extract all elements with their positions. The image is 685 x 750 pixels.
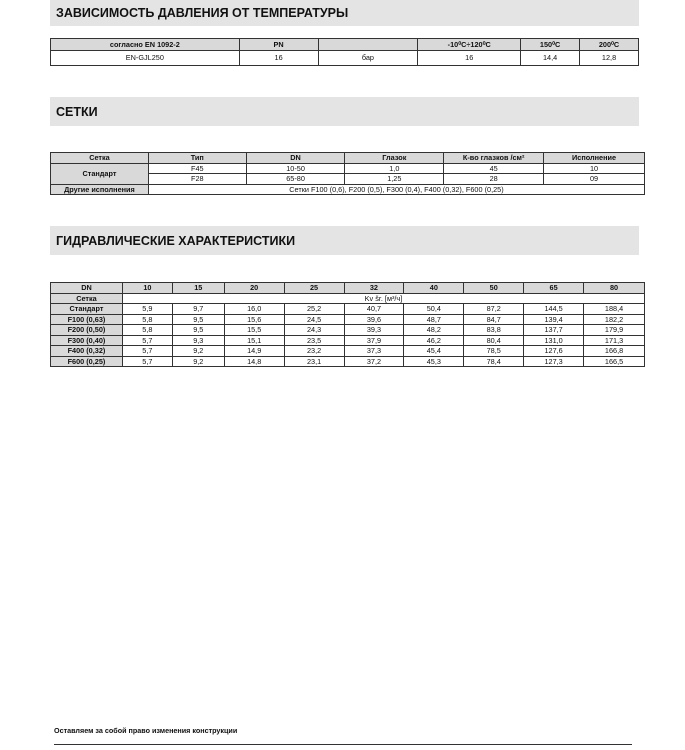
hydraulic-kv-label: Kv šr. [м³/ч] bbox=[122, 293, 644, 304]
hydraulic-kv-cell: 37,3 bbox=[344, 346, 404, 357]
mesh-cell: 1,25 bbox=[345, 174, 444, 185]
pressure-cell-t1: 16 bbox=[418, 51, 521, 66]
hydraulic-kv-cell: 127,6 bbox=[524, 346, 584, 357]
hydraulic-dn-value: 20 bbox=[224, 283, 284, 294]
hydraulic-section-title-text: ГИДРАВЛИЧЕСКИЕ ХАРАКТЕРИСТИКИ bbox=[56, 233, 296, 248]
mesh-header-mesh: Сетка bbox=[51, 153, 149, 164]
hydraulic-dn-value: 25 bbox=[284, 283, 344, 294]
hydraulic-dn-row bbox=[51, 283, 645, 294]
hydraulic-kv-cell: 87,2 bbox=[464, 304, 524, 315]
hydraulic-kv-row bbox=[51, 293, 645, 304]
hydraulic-dn-value: 65 bbox=[524, 283, 584, 294]
hydraulic-kv-cell: 9,5 bbox=[172, 314, 224, 325]
hydraulic-kv-cell: 39,3 bbox=[344, 325, 404, 336]
hydraulic-kv-cell: 166,8 bbox=[584, 346, 645, 357]
mesh-header-dn: DN bbox=[246, 153, 345, 164]
hydraulic-dn-value: 40 bbox=[404, 283, 464, 294]
pressure-cell-t3: 12,8 bbox=[580, 51, 639, 66]
pressure-cell-pn: 16 bbox=[239, 51, 318, 66]
hydraulic-table-row bbox=[51, 335, 645, 346]
hydraulic-kv-cell: 166,5 bbox=[584, 356, 645, 367]
hydraulic-table-row bbox=[51, 325, 645, 336]
hydraulic-table-row bbox=[51, 346, 645, 357]
hydraulic-kv-cell: 179,9 bbox=[584, 325, 645, 336]
hydraulic-kv-cell: 23,1 bbox=[284, 356, 344, 367]
hydraulic-kv-cell: 25,2 bbox=[284, 304, 344, 315]
hydraulic-kv-cell: 5,7 bbox=[122, 335, 172, 346]
pressure-header-pn: PN bbox=[239, 39, 318, 51]
pressure-cell-material: EN-GJL250 bbox=[51, 51, 240, 66]
footer-divider bbox=[54, 744, 632, 745]
pressure-header-standard: согласно EN 1092-2 bbox=[51, 39, 240, 51]
mesh-cell: 65-80 bbox=[246, 174, 345, 185]
hydraulic-kv-cell: 144,5 bbox=[524, 304, 584, 315]
hydraulic-kv-cell: 15,6 bbox=[224, 314, 284, 325]
hydraulic-dn-value: 80 bbox=[584, 283, 645, 294]
hydraulic-table-row bbox=[51, 356, 645, 367]
mesh-other-value: Сетки F100 (0,6), F200 (0,5), F300 (0,4), F400 (0,32), F600 (0,25) bbox=[148, 184, 644, 195]
hydraulic-table-body bbox=[51, 304, 645, 367]
hydraulic-kv-cell: 48,7 bbox=[404, 314, 464, 325]
hydraulic-kv-cell: 5,7 bbox=[122, 346, 172, 357]
hydraulic-kv-cell: 78,4 bbox=[464, 356, 524, 367]
hydraulic-kv-cell: 37,9 bbox=[344, 335, 404, 346]
hydraulic-kv-cell: 46,2 bbox=[404, 335, 464, 346]
hydraulic-row-label: Стандарт bbox=[51, 304, 123, 315]
pressure-cell-t2: 14,4 bbox=[521, 51, 580, 66]
hydraulic-kv-cell: 45,4 bbox=[404, 346, 464, 357]
hydraulic-kv-cell: 139,4 bbox=[524, 314, 584, 325]
mesh-standard-label: Стандарт bbox=[51, 163, 149, 184]
hydraulic-kv-cell: 24,3 bbox=[284, 325, 344, 336]
hydraulic-kv-cell: 9,2 bbox=[172, 346, 224, 357]
pressure-table-header bbox=[51, 39, 639, 51]
hydraulic-kv-cell: 131,0 bbox=[524, 335, 584, 346]
mesh-cell: 09 bbox=[544, 174, 645, 185]
hydraulic-dn-value: 32 bbox=[344, 283, 404, 294]
hydraulic-kv-cell: 14,9 bbox=[224, 346, 284, 357]
mesh-other-label: Другие исполнения bbox=[51, 184, 149, 195]
mesh-cell: 10-50 bbox=[246, 163, 345, 174]
pressure-cell-unit: бар bbox=[318, 51, 418, 66]
mesh-table bbox=[50, 152, 645, 195]
hydraulic-kv-cell: 40,7 bbox=[344, 304, 404, 315]
hydraulic-row-label: F100 (0,63) bbox=[51, 314, 123, 325]
hydraulic-kv-cell: 80,4 bbox=[464, 335, 524, 346]
pressure-table bbox=[50, 38, 639, 66]
hydraulic-dn-label: DN bbox=[51, 283, 123, 294]
hydraulic-kv-cell: 14,8 bbox=[224, 356, 284, 367]
footer-note: Оставляем за собой право изменения конструкции bbox=[54, 726, 238, 735]
mesh-section-title-text: СЕТКИ bbox=[56, 104, 98, 119]
hydraulic-kv-cell: 9,7 bbox=[172, 304, 224, 315]
hydraulic-kv-cell: 9,5 bbox=[172, 325, 224, 336]
mesh-cell: 28 bbox=[444, 174, 544, 185]
pressure-table-row bbox=[51, 51, 639, 66]
mesh-section-title bbox=[50, 97, 639, 126]
hydraulic-table bbox=[50, 282, 645, 367]
hydraulic-kv-cell: 23,2 bbox=[284, 346, 344, 357]
hydraulic-kv-cell: 37,2 bbox=[344, 356, 404, 367]
hydraulic-kv-cell: 16,0 bbox=[224, 304, 284, 315]
hydraulic-kv-cell: 24,5 bbox=[284, 314, 344, 325]
hydraulic-table-row bbox=[51, 314, 645, 325]
mesh-table-row bbox=[51, 163, 645, 174]
hydraulic-dn-value: 50 bbox=[464, 283, 524, 294]
mesh-table-header bbox=[51, 153, 645, 164]
pressure-header-t1: -10⁰C÷120⁰C bbox=[418, 39, 521, 51]
hydraulic-kv-cell: 39,6 bbox=[344, 314, 404, 325]
hydraulic-kv-cell: 15,5 bbox=[224, 325, 284, 336]
mesh-cell: F45 bbox=[148, 163, 246, 174]
mesh-cell: 10 bbox=[544, 163, 645, 174]
hydraulic-mesh-label: Сетка bbox=[51, 293, 123, 304]
hydraulic-kv-cell: 48,2 bbox=[404, 325, 464, 336]
hydraulic-kv-cell: 45,3 bbox=[404, 356, 464, 367]
mesh-cell: F28 bbox=[148, 174, 246, 185]
hydraulic-section-title bbox=[50, 226, 639, 255]
hydraulic-kv-cell: 188,4 bbox=[584, 304, 645, 315]
hydraulic-kv-cell: 9,3 bbox=[172, 335, 224, 346]
hydraulic-dn-value: 10 bbox=[122, 283, 172, 294]
hydraulic-kv-cell: 127,3 bbox=[524, 356, 584, 367]
hydraulic-kv-cell: 5,8 bbox=[122, 325, 172, 336]
hydraulic-row-label: F200 (0,50) bbox=[51, 325, 123, 336]
hydraulic-row-label: F600 (0,25) bbox=[51, 356, 123, 367]
hydraulic-kv-cell: 78,5 bbox=[464, 346, 524, 357]
mesh-header-version: Исполнение bbox=[544, 153, 645, 164]
hydraulic-kv-cell: 15,1 bbox=[224, 335, 284, 346]
hydraulic-kv-cell: 9,2 bbox=[172, 356, 224, 367]
hydraulic-kv-cell: 137,7 bbox=[524, 325, 584, 336]
pressure-header-t2: 150⁰C bbox=[521, 39, 580, 51]
hydraulic-kv-cell: 5,8 bbox=[122, 314, 172, 325]
hydraulic-kv-cell: 182,2 bbox=[584, 314, 645, 325]
hydraulic-kv-cell: 84,7 bbox=[464, 314, 524, 325]
hydraulic-kv-cell: 83,8 bbox=[464, 325, 524, 336]
hydraulic-kv-cell: 171,3 bbox=[584, 335, 645, 346]
mesh-cell: 1,0 bbox=[345, 163, 444, 174]
hydraulic-row-label: F300 (0,40) bbox=[51, 335, 123, 346]
mesh-other-row bbox=[51, 184, 645, 195]
hydraulic-row-label: F400 (0,32) bbox=[51, 346, 123, 357]
hydraulic-kv-cell: 5,7 bbox=[122, 356, 172, 367]
pressure-section-title-text: ЗАВИСИМОСТЬ ДАВЛЕНИЯ ОТ ТЕМПЕРАТУРЫ bbox=[56, 6, 349, 20]
mesh-header-eye: Глазок bbox=[345, 153, 444, 164]
pressure-header-unit bbox=[318, 39, 418, 51]
mesh-header-type: Тип bbox=[148, 153, 246, 164]
hydraulic-kv-cell: 23,5 bbox=[284, 335, 344, 346]
mesh-cell: 45 bbox=[444, 163, 544, 174]
hydraulic-kv-cell: 50,4 bbox=[404, 304, 464, 315]
hydraulic-dn-value: 15 bbox=[172, 283, 224, 294]
mesh-header-count: К-во глазков /см² bbox=[444, 153, 544, 164]
pressure-section-title bbox=[50, 0, 639, 26]
hydraulic-table-row bbox=[51, 304, 645, 315]
pressure-header-t3: 200⁰C bbox=[580, 39, 639, 51]
hydraulic-kv-cell: 5,9 bbox=[122, 304, 172, 315]
